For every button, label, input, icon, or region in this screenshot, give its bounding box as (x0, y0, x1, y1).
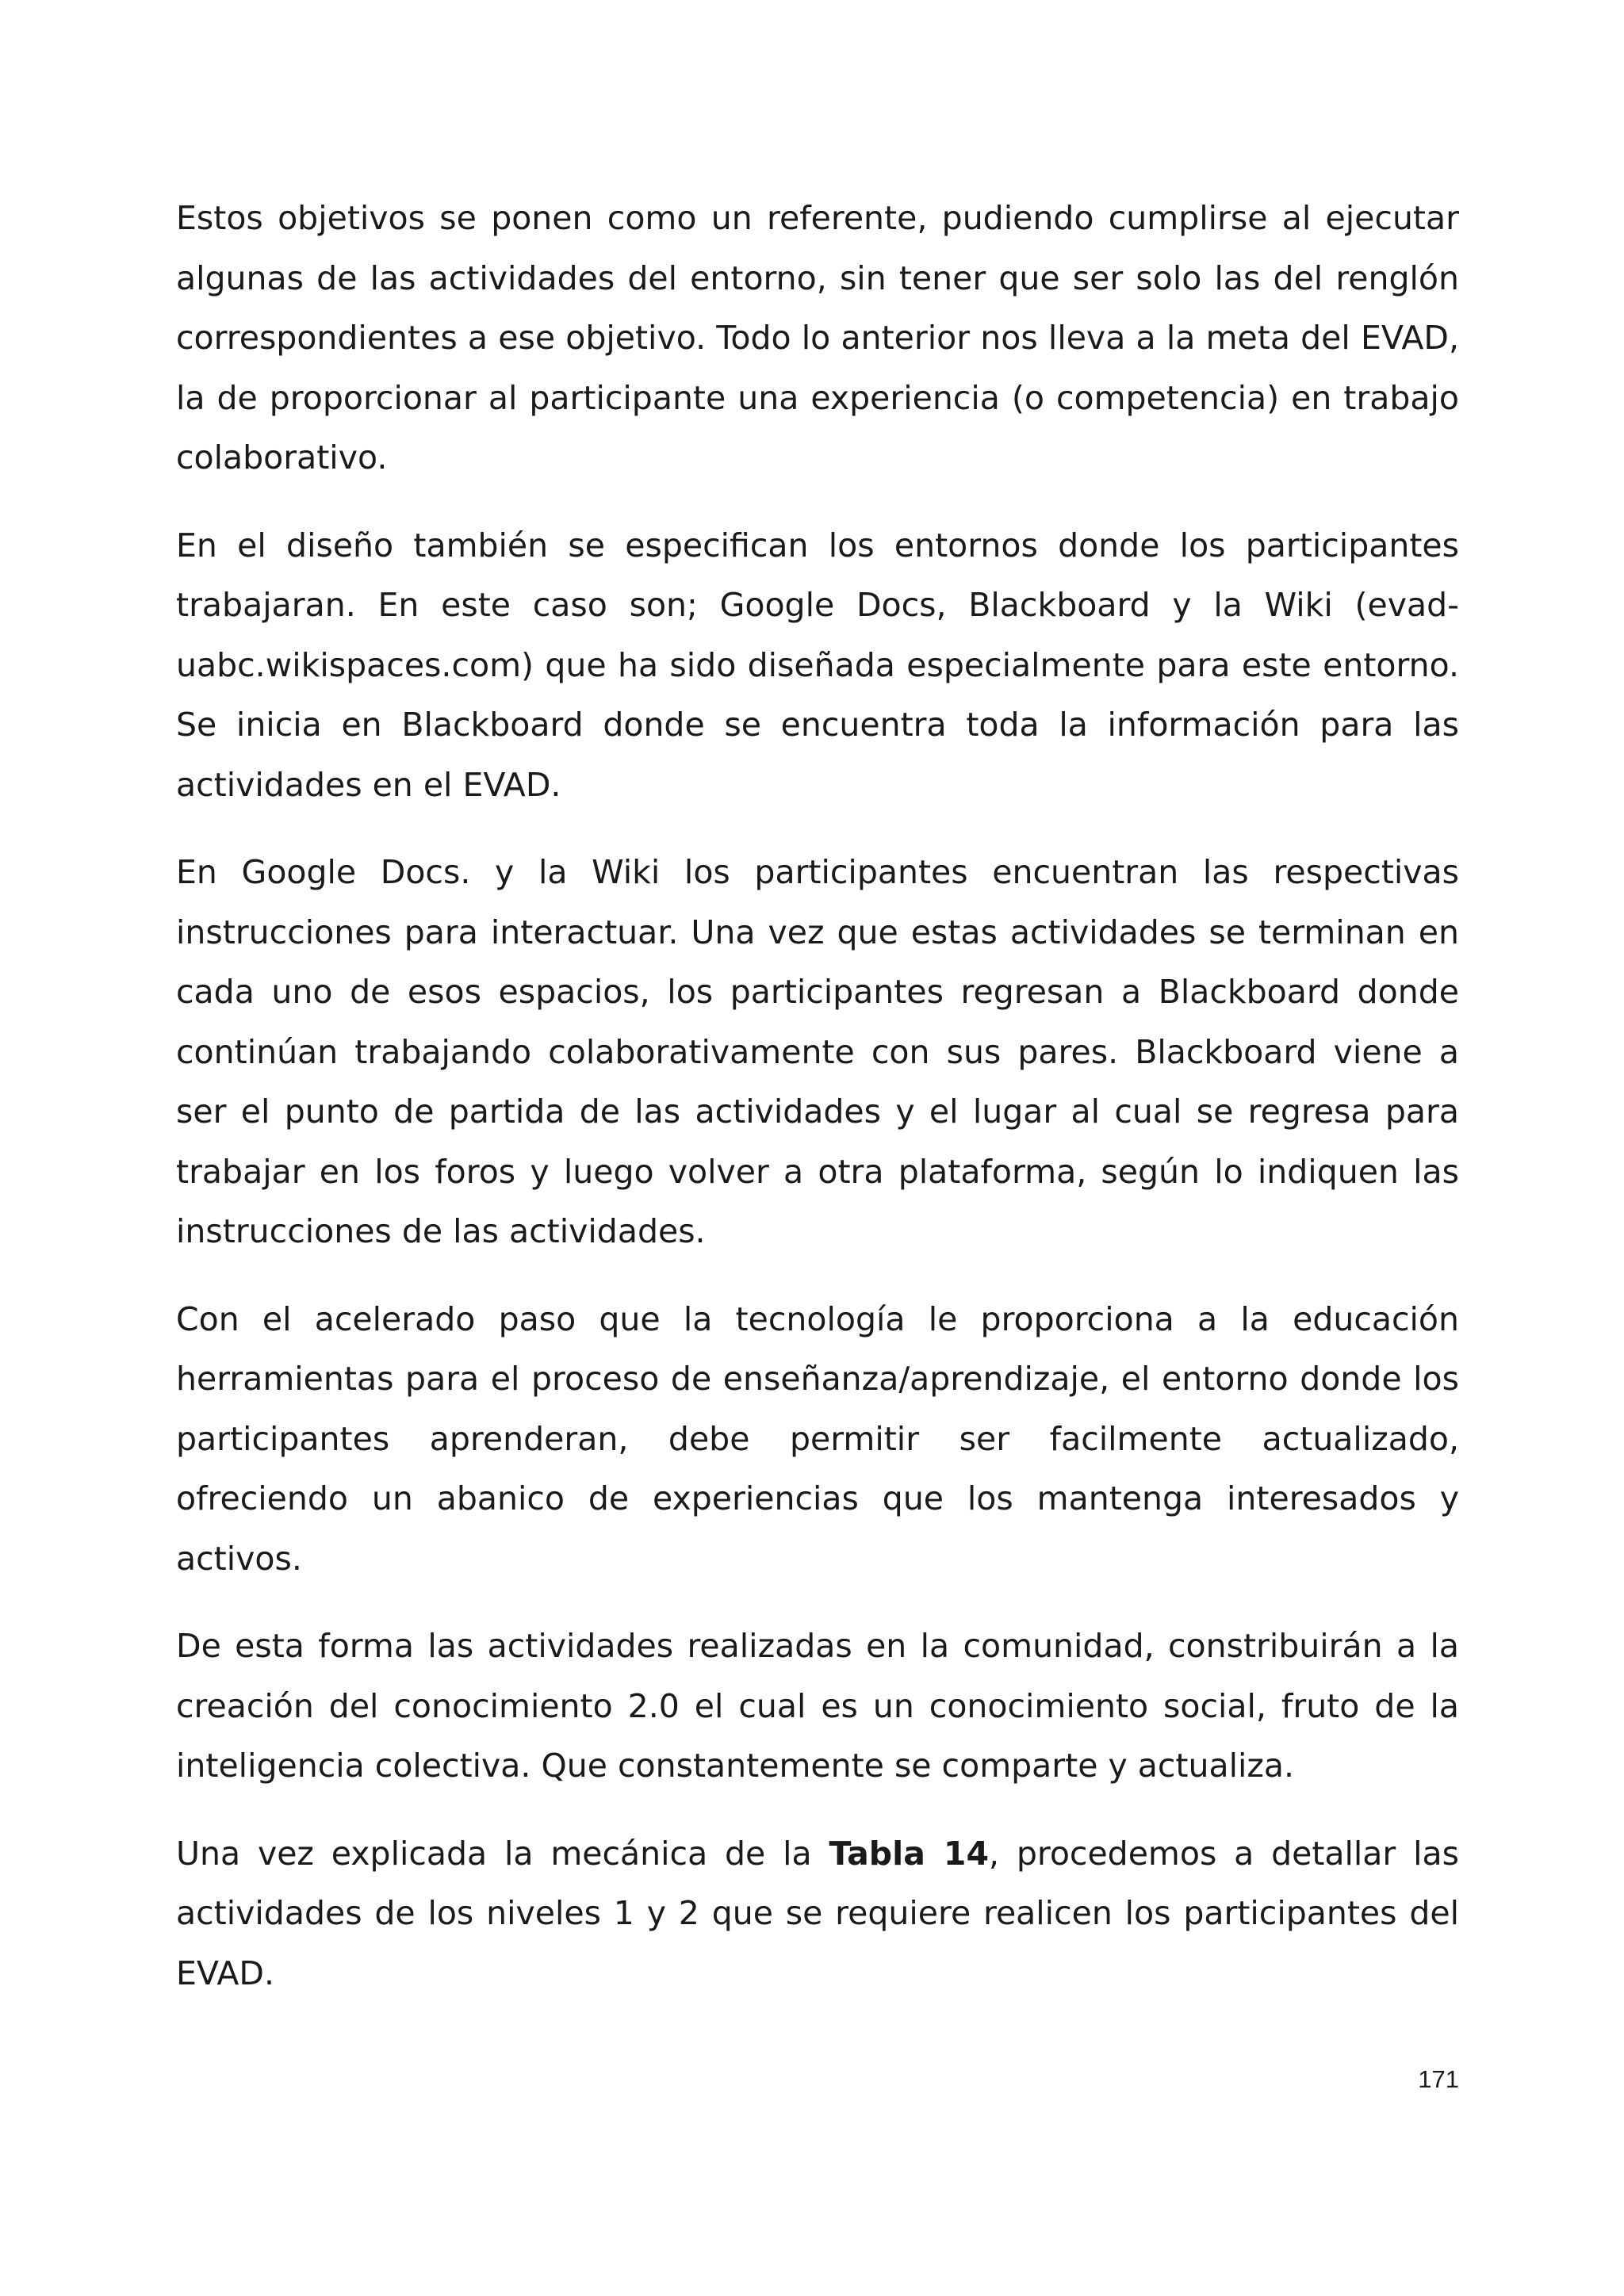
paragraph-google-docs-wiki: En Google Docs. y la Wiki los participantes encuentran las respectivas instrucciones para interactuar. Una vez que estas actividades se terminan en cada uno de esos espacios, los participantes regresan a Blackboard donde continúan trabajando colaborativamente con sus pares. Blackboard viene a ser el punto de partida de las actividades y el lugar al cual se regresa para trabajar en los foros y luego volver a otra plataforma, según lo indiquen las instrucciones de las actividades. (176, 853, 1459, 1250)
table-reference-rest: , procedemos a detallar las actividades de los niveles 1 y 2 que se requiere realicen los participantes del EVAD. (176, 1834, 1459, 1992)
paragraph-knowledge: De esta forma las actividades realizadas en la comunidad, constribuirán a la creación del conocimiento 2.0 el cual es un conocimiento social, fruto de la inteligencia colectiva. Que constantemente se comparte y actualiza. (176, 1627, 1459, 1785)
table-reference-bold: Tabla 14 (829, 1834, 989, 1873)
paragraph-environments: En el diseño también se especifican los entornos donde los participantes trabajaran. En este caso son; Google Docs, Blackboard y la Wiki (evad-uabc.wikispaces.com) que ha sido diseñada especialmente para este entorno. Se inicia en Blackboard donde se encuentra toda la información para las actividades en el EVAD. (176, 526, 1459, 804)
page-number: 171 (1418, 2065, 1459, 2093)
paragraph-technology: Con el acelerado paso que la tecnología le proporciona a la educación herramientas para el proceso de enseñanza/aprendizaje, el entorno donde los participantes aprenderan, debe permitir ser facilmente actualizado, ofreciendo un abanico de experiencias que los mantenga interesados y activos. (176, 1299, 1459, 1578)
paragraph-objectives: Estos objetivos se ponen como un referente, pudiendo cumplirse al ejecutar algunas de las actividades del entorno, sin tener que ser solo las del renglón correspondientes a ese objetivo. Todo lo anterior nos lleva a la meta del EVAD, la de proporcionar al participante una experiencia (o competencia) en trabajo colaborativo. (176, 199, 1459, 476)
body-text (176, 189, 1459, 2003)
table-reference-intro: Una vez explicada la mecánica de la (176, 1834, 829, 1873)
paragraph-table-reference (176, 1824, 1459, 2004)
